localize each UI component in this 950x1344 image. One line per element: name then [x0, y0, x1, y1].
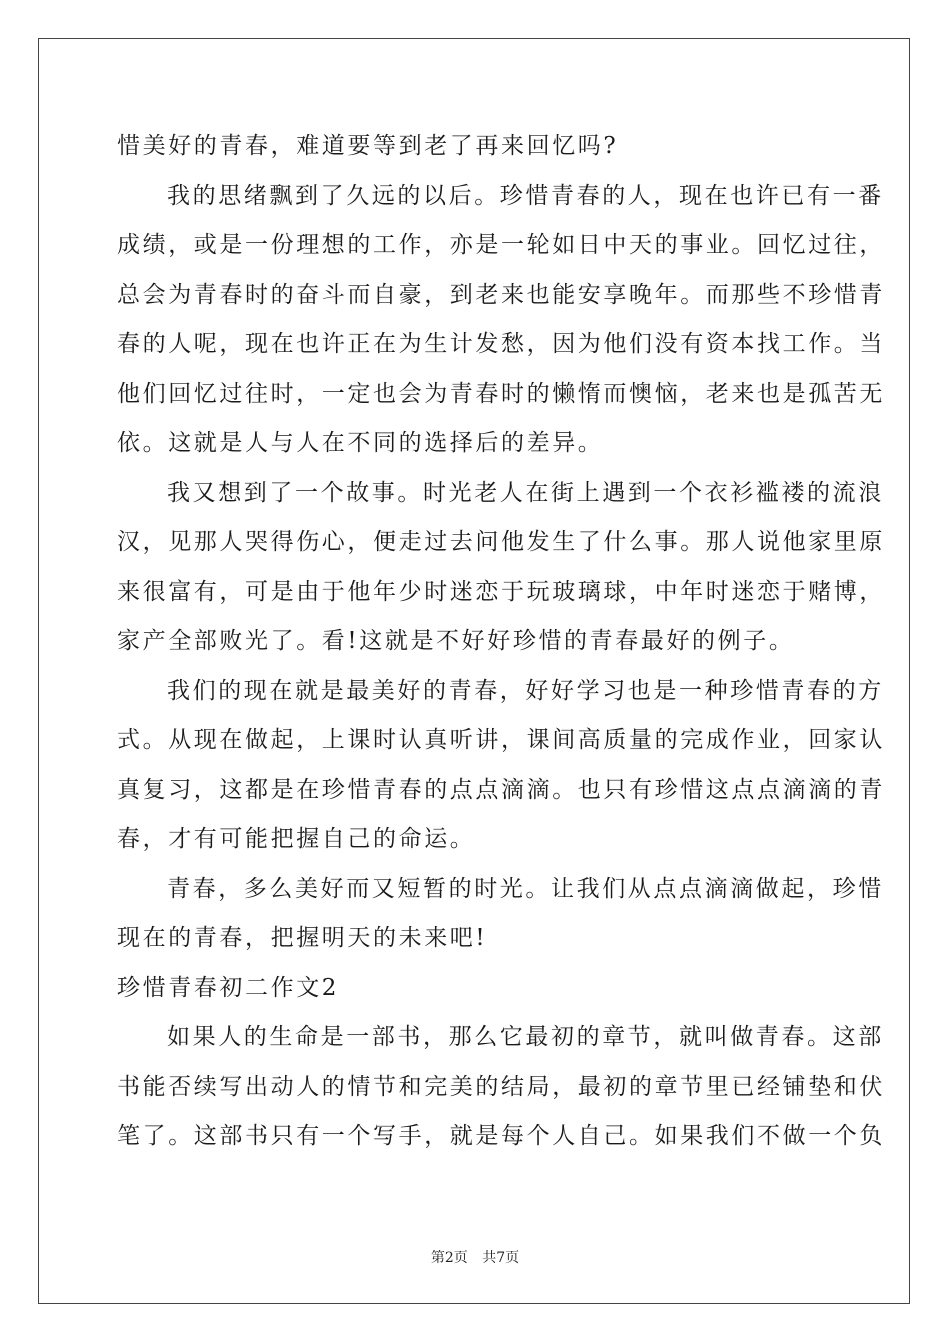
text-line: 来很富有，可是由于他年少时迷恋于玩玻璃球，中年时迷恋于赌博，	[117, 578, 885, 605]
page-footer	[0, 1247, 950, 1267]
paragraph-start-line: 我又想到了一个故事。时光老人在街上遇到一个衣衫褴褛的流浪	[167, 479, 884, 506]
text-line: 笔了。这部书只有一个写手，就是每个人自己。如果我们不做一个负	[117, 1123, 885, 1149]
paragraph-start-line: 我的思绪飘到了久远的以后。珍惜青春的人，现在也许已有一番	[167, 182, 884, 209]
paragraph-start-line: 如果人的生命是一部书，那么它最初的章节，就叫做青春。这部	[167, 1024, 884, 1050]
text-line: 式。从现在做起，上课时认真听讲，课间高质量的完成作业，回家认	[117, 727, 885, 753]
text-line: 惜美好的青春，难道要等到老了再来回忆吗?	[117, 133, 619, 159]
page-total: 共7页	[482, 1250, 520, 1266]
text-line: 书能否续写出动人的情节和完美的结局，最初的章节里已经铺垫和伏	[117, 1073, 885, 1100]
paragraph-start-line: 青春，多么美好而又短暂的时光。让我们从点点滴滴做起，珍惜	[167, 875, 884, 902]
text-line: 春，才有可能把握自己的命运。	[117, 826, 476, 852]
section-heading: 珍惜青春初二作文2	[117, 974, 340, 1001]
text-line: 他们回忆过往时，一定也会为青春时的懒惰而懊恼，老来也是孤苦无	[117, 380, 885, 407]
text-line: 家产全部败光了。看!这就是不好好珍惜的青春最好的例子。	[117, 628, 795, 654]
text-line: 依。这就是人与人在不同的选择后的差异。	[117, 430, 604, 456]
paragraph-start-line: 我们的现在就是最美好的青春，好好学习也是一种珍惜青春的方	[167, 677, 884, 704]
text-line: 汉，见那人哭得伤心，便走过去问他发生了什么事。那人说他家里原	[117, 529, 885, 555]
text-line: 总会为青春时的奋斗而自豪，到老来也能安享晚年。而那些不珍惜青	[117, 281, 885, 308]
page-number: 第2页	[430, 1250, 468, 1266]
text-line: 春的人呢，现在也许正在为生计发愁，因为他们没有资本找工作。当	[117, 331, 885, 357]
text-line: 成绩，或是一份理想的工作，亦是一轮如日中天的事业。回忆过往，	[117, 232, 885, 258]
text-line: 现在的青春，把握明天的未来吧!	[117, 925, 488, 951]
text-line: 真复习，这都是在珍惜青春的点点滴滴。也只有珍惜这点点滴滴的青	[117, 776, 885, 803]
document-body	[117, 122, 885, 1162]
